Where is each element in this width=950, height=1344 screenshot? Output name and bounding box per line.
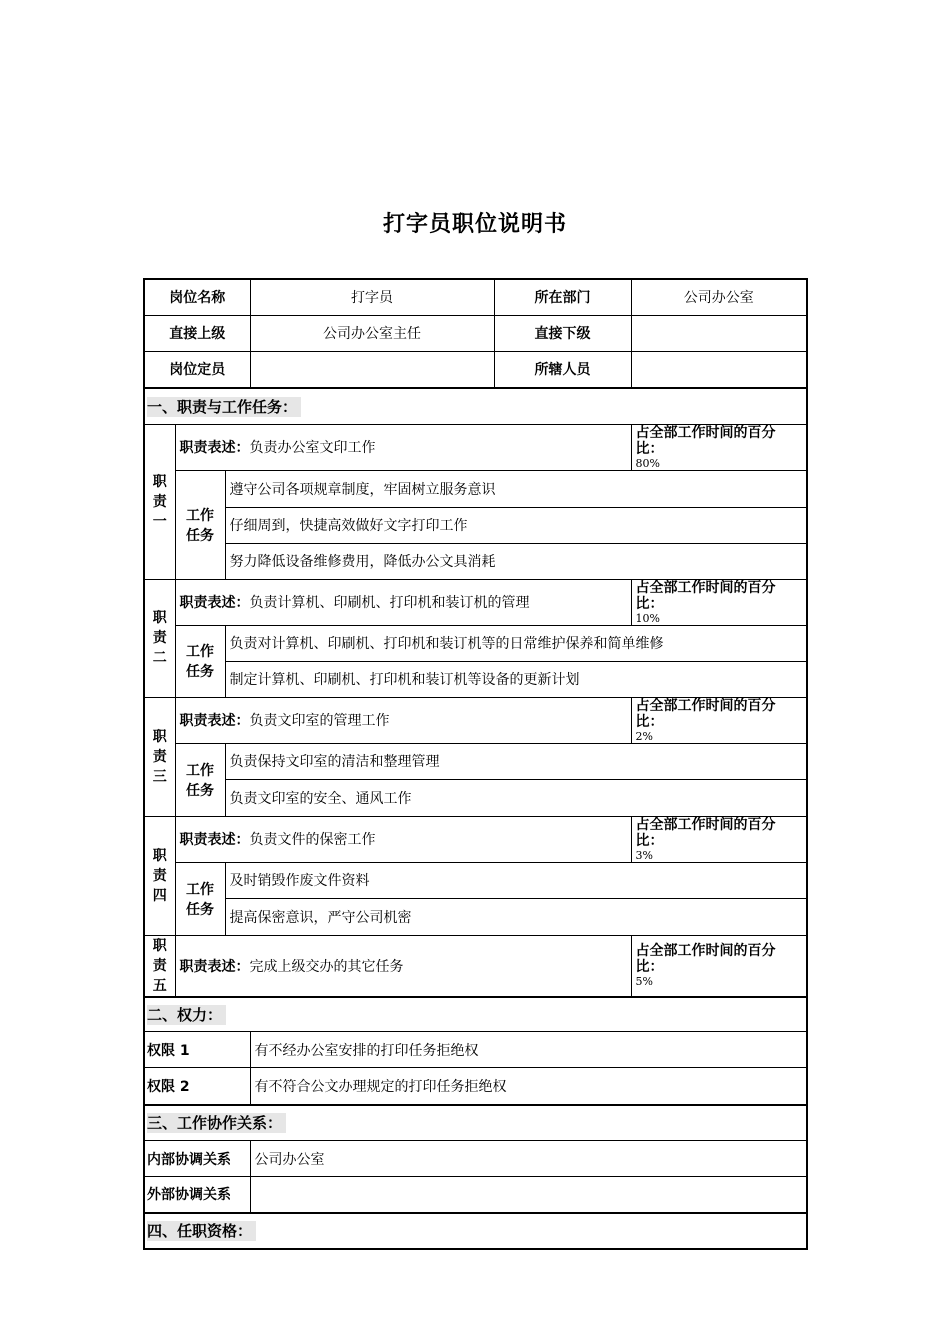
duty-desc-label: 职责表述：	[179, 440, 250, 456]
duty-5-pct-value: 5%	[635, 975, 653, 988]
position-name-label: 岗位名称	[144, 279, 250, 315]
duty-4-task-row	[144, 862, 807, 898]
pct-label: 占全部工作时间的百分比：	[635, 424, 776, 457]
duty-2-task-row	[144, 625, 807, 661]
section-4-title: 四、任职资格：	[147, 1221, 256, 1241]
basic-row-2	[144, 315, 807, 351]
external-relation-value	[250, 1177, 807, 1213]
staff-label: 所辖人员	[494, 351, 631, 388]
duty-1-desc: 职责表述：负责办公室文印工作	[175, 424, 631, 470]
subordinate-label: 直接下级	[494, 315, 631, 351]
job-description-table	[143, 278, 806, 1250]
duty-4-desc-row	[144, 816, 807, 862]
superior-value: 公司办公室主任	[250, 315, 494, 351]
duty-3-task-2: 负责文印室的安全、通风工作	[225, 779, 807, 816]
duty-1-desc-row	[144, 424, 807, 470]
section-3-title: 三、工作协作关系：	[147, 1113, 286, 1133]
internal-relation-value: 公司办公室	[250, 1141, 807, 1177]
headcount-value	[250, 351, 494, 388]
duty-2-pct-value: 10%	[635, 611, 660, 625]
duty-3-name: 职 责 三	[144, 697, 175, 816]
duty-4-task-1: 及时销毁作废文件资料	[225, 862, 807, 898]
duty-2-name: 职 责 二	[144, 579, 175, 697]
duty-1-task-2: 仔细周到，快捷高效做好文字打印工作	[225, 507, 807, 543]
duty-4-task-row	[144, 898, 807, 935]
duty-3-task-row	[144, 779, 807, 816]
duty-1-pct-value: 80%	[635, 456, 660, 470]
duty-5-pct: 占全部工作时间的百分比： 5%	[631, 935, 807, 997]
duty-4-task-2: 提高保密意识，严守公司机密	[225, 898, 807, 935]
subordinate-value	[631, 315, 807, 351]
duty-3-desc-row	[144, 697, 807, 743]
section-2-title: 二、权力：	[147, 1005, 226, 1025]
department-label: 所在部门	[494, 279, 631, 315]
duty-1-task-3: 努力降低设备维修费用，降低办公文具消耗	[225, 543, 807, 579]
basic-row-1	[144, 279, 807, 315]
duty-2-pct: 占全部工作时间的百分比： 10%	[631, 579, 807, 625]
duty-1-task-label: 工作 任务	[175, 470, 225, 579]
duty-2-desc: 职责表述：负责计算机、印刷机、打印机和装订机的管理	[175, 579, 631, 625]
headcount-label: 岗位定员	[144, 351, 250, 388]
power-1-label: 权限 1	[144, 1032, 250, 1068]
department-value: 公司办公室	[631, 279, 807, 315]
duty-3-pct-value: 2%	[635, 729, 653, 743]
duty-4-name: 职 责 四	[144, 816, 175, 935]
section-3-row	[144, 1105, 807, 1141]
duty-1-name: 职 责 一	[144, 424, 175, 579]
duty-5-name: 职 责 五	[144, 935, 175, 997]
duty-5-desc: 职责表述：完成上级交办的其它任务	[175, 935, 631, 997]
basic-row-3	[144, 351, 807, 388]
section-4-row	[144, 1213, 807, 1249]
power-2-value: 有不符合公文办理规定的打印任务拒绝权	[250, 1068, 807, 1105]
section-1-row	[144, 388, 807, 424]
duty-3-pct: 占全部工作时间的百分比： 2%	[631, 697, 807, 743]
power-1-value: 有不经办公室安排的打印任务拒绝权	[250, 1032, 807, 1068]
section-1-title: 一、职责与工作任务：	[147, 397, 301, 417]
duty-1-task-row	[144, 543, 807, 579]
duty-2-desc-row	[144, 579, 807, 625]
duty-5-desc-row	[144, 935, 807, 997]
power-row	[144, 1068, 807, 1105]
position-name-value: 打字员	[250, 279, 494, 315]
page-title: 打字员职位说明书	[382, 212, 567, 237]
power-row	[144, 1032, 807, 1068]
superior-label: 直接上级	[144, 315, 250, 351]
duty-3-task-1: 负责保持文印室的清洁和整理管理	[225, 743, 807, 779]
staff-value	[631, 351, 807, 388]
duty-3-task-label: 工作 任务	[175, 743, 225, 816]
internal-relation-label: 内部协调关系	[144, 1141, 250, 1177]
relation-row	[144, 1141, 807, 1177]
duty-4-pct-value: 3%	[635, 848, 653, 862]
duty-1-task-row	[144, 507, 807, 543]
duty-2-task-2: 制定计算机、印刷机、打印机和装订机等设备的更新计划	[225, 661, 807, 697]
duty-2-task-label: 工作 任务	[175, 625, 225, 697]
relation-row	[144, 1177, 807, 1213]
duty-4-task-label: 工作 任务	[175, 862, 225, 935]
duty-1-task-row	[144, 470, 807, 507]
section-2-row	[144, 997, 807, 1032]
duty-1-pct	[631, 424, 807, 470]
duty-3-desc: 职责表述：负责文印室的管理工作	[175, 697, 631, 743]
power-2-label: 权限 2	[144, 1068, 250, 1105]
duty-2-task-1: 负责对计算机、印刷机、打印机和装订机等的日常维护保养和简单维修	[225, 625, 807, 661]
external-relation-label: 外部协调关系	[144, 1177, 250, 1213]
duty-3-task-row	[144, 743, 807, 779]
duty-4-desc: 职责表述：负责文件的保密工作	[175, 816, 631, 862]
duty-4-pct: 占全部工作时间的百分比： 3%	[631, 816, 807, 862]
duty-1-task-1: 遵守公司各项规章制度，牢固树立服务意识	[225, 470, 807, 507]
duty-2-task-row	[144, 661, 807, 697]
